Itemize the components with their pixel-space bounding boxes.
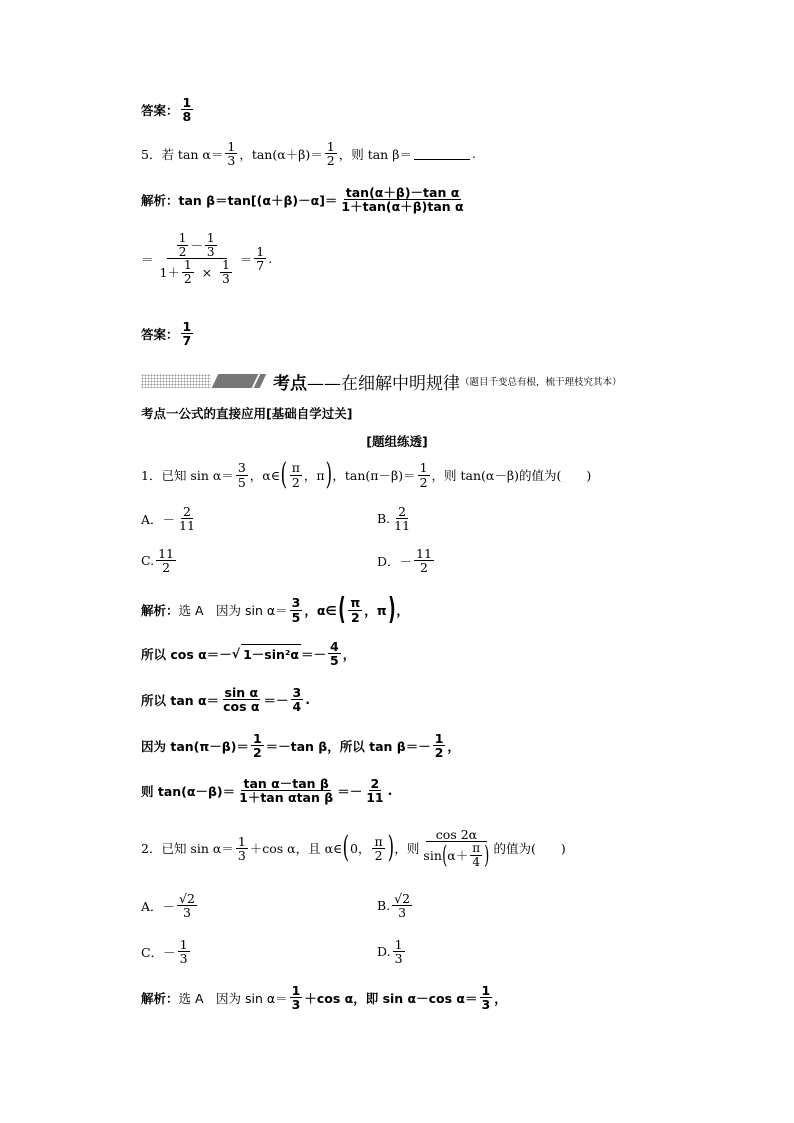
question-5: 5．若 tan α＝ $\frac{1}{3}$ ，tan(α＋β)＝ $\frac{1}{2}$ ，则 tan β＝ .	[141, 139, 476, 169]
solution-5-continued: ＝ $\frac{1}{2}$ － $\frac{1}{3}$ 1＋ $\frac{1}{2}$ × $\frac{1}{3}$ ＝ $\frac{1}{7}$ .	[141, 231, 273, 286]
compound-fraction: $\frac{1}{2}$ － $\frac{1}{3}$ 1＋ $\frac{1}{2}$ × $\frac{1}{3}$	[159, 231, 230, 286]
solution-1-line-3: 所以 tan α＝ $\frac{\text{sin α}}{\text{cos α}}$ ＝－ $\frac{3}{4}$ .	[141, 685, 310, 715]
q2-option-a[interactable]: A．－ $\frac{√2}{3}$	[141, 891, 195, 921]
option-b[interactable]: B. $\frac{2}{11}$	[377, 504, 411, 534]
banner-dots-decoration	[141, 374, 211, 388]
q2-option-b[interactable]: B. $\frac{√2}{3}$	[377, 891, 411, 921]
section-banner	[141, 368, 671, 394]
answer-line	[141, 96, 195, 123]
answer-line-2: 答案： $\frac{1}{7}$	[141, 319, 192, 349]
option-d[interactable]: D．－ $\frac{11}{2}$	[377, 546, 432, 576]
solution-1-line-1: 解析： 选 A 因为 sin α＝ $\frac{3}{5}$ ，α∈ ( $\frac{\pi}{2}$ ，π ) ，	[141, 592, 409, 627]
solution-2-line-1: 解析： 选 A 因为 sin α＝ $\frac{1}{3}$ ＋cos α，即 sin α－cos α＝ $\frac{1}{3}$ ，	[141, 983, 507, 1013]
solution-label: 解析：	[141, 192, 179, 208]
question-2: 2．已知 sin α＝ $\frac{1}{3}$ ＋cos α，且 α∈ ( 0， $\frac{\pi}{2}$ ) ，则 cos 2α sin ( α＋ $\frac{\pi}{4}$ ) 的值为( )	[141, 827, 566, 870]
answer-label: 答案：	[141, 102, 179, 118]
solution-1-line-2: 所以 cos α＝－ √ 1－sin²α ＝－ $\frac{4}{5}$ ，	[141, 639, 356, 669]
q2-option-c[interactable]: C．－ $\frac{1}{3}$	[141, 937, 188, 967]
q2-option-d[interactable]: D. $\frac{1}{3}$	[377, 937, 403, 967]
section-heading: 考点一公式的直接应用[基础自学过关]	[141, 406, 353, 421]
answer-fraction: $\frac{1}{8}$	[182, 95, 192, 125]
option-c[interactable]: C. $\frac{11}{2}$	[141, 546, 174, 576]
banner-bar-decoration	[212, 374, 259, 388]
solution-5: 解析： tan β＝tan[(α＋β)－α]＝ $\frac{\text{tan(α＋β)－tan α}}{\text{1＋tan(α＋β)tan α}}$	[141, 185, 464, 215]
subsection-heading: [题组练透]	[366, 434, 428, 449]
banner-subtitle: ——在细解中明规律	[307, 373, 460, 394]
solution-1-line-4: 因为 tan(π－β)＝ $\frac{1}{2}$ ＝－tan β，所以 tan β＝－ $\frac{1}{2}$ ，	[141, 731, 460, 761]
answer-blank	[414, 147, 470, 160]
banner-title: 考点	[273, 373, 307, 394]
question-1: 1．已知 sin α＝ $\frac{3}{5}$ ， α∈ ( $\frac{\pi}{2}$ ，π ) ，tan(π－β)＝ $\frac{1}{2}$ ，则 tan(α－β)的值为( )	[141, 457, 592, 492]
solution-1-line-5: 则 tan(α－β)＝ $\frac{\text{tan α－tan β}}{\text{1＋tan αtan β}}$ ＝－ $\frac{2}{11}$ .	[141, 776, 393, 806]
answer-label: 答案：	[141, 326, 179, 342]
banner-note: （题目千变总有根，梳干理枝究其本）	[460, 377, 622, 388]
option-a[interactable]: A．－ $\frac{2}{11}$	[141, 504, 195, 534]
